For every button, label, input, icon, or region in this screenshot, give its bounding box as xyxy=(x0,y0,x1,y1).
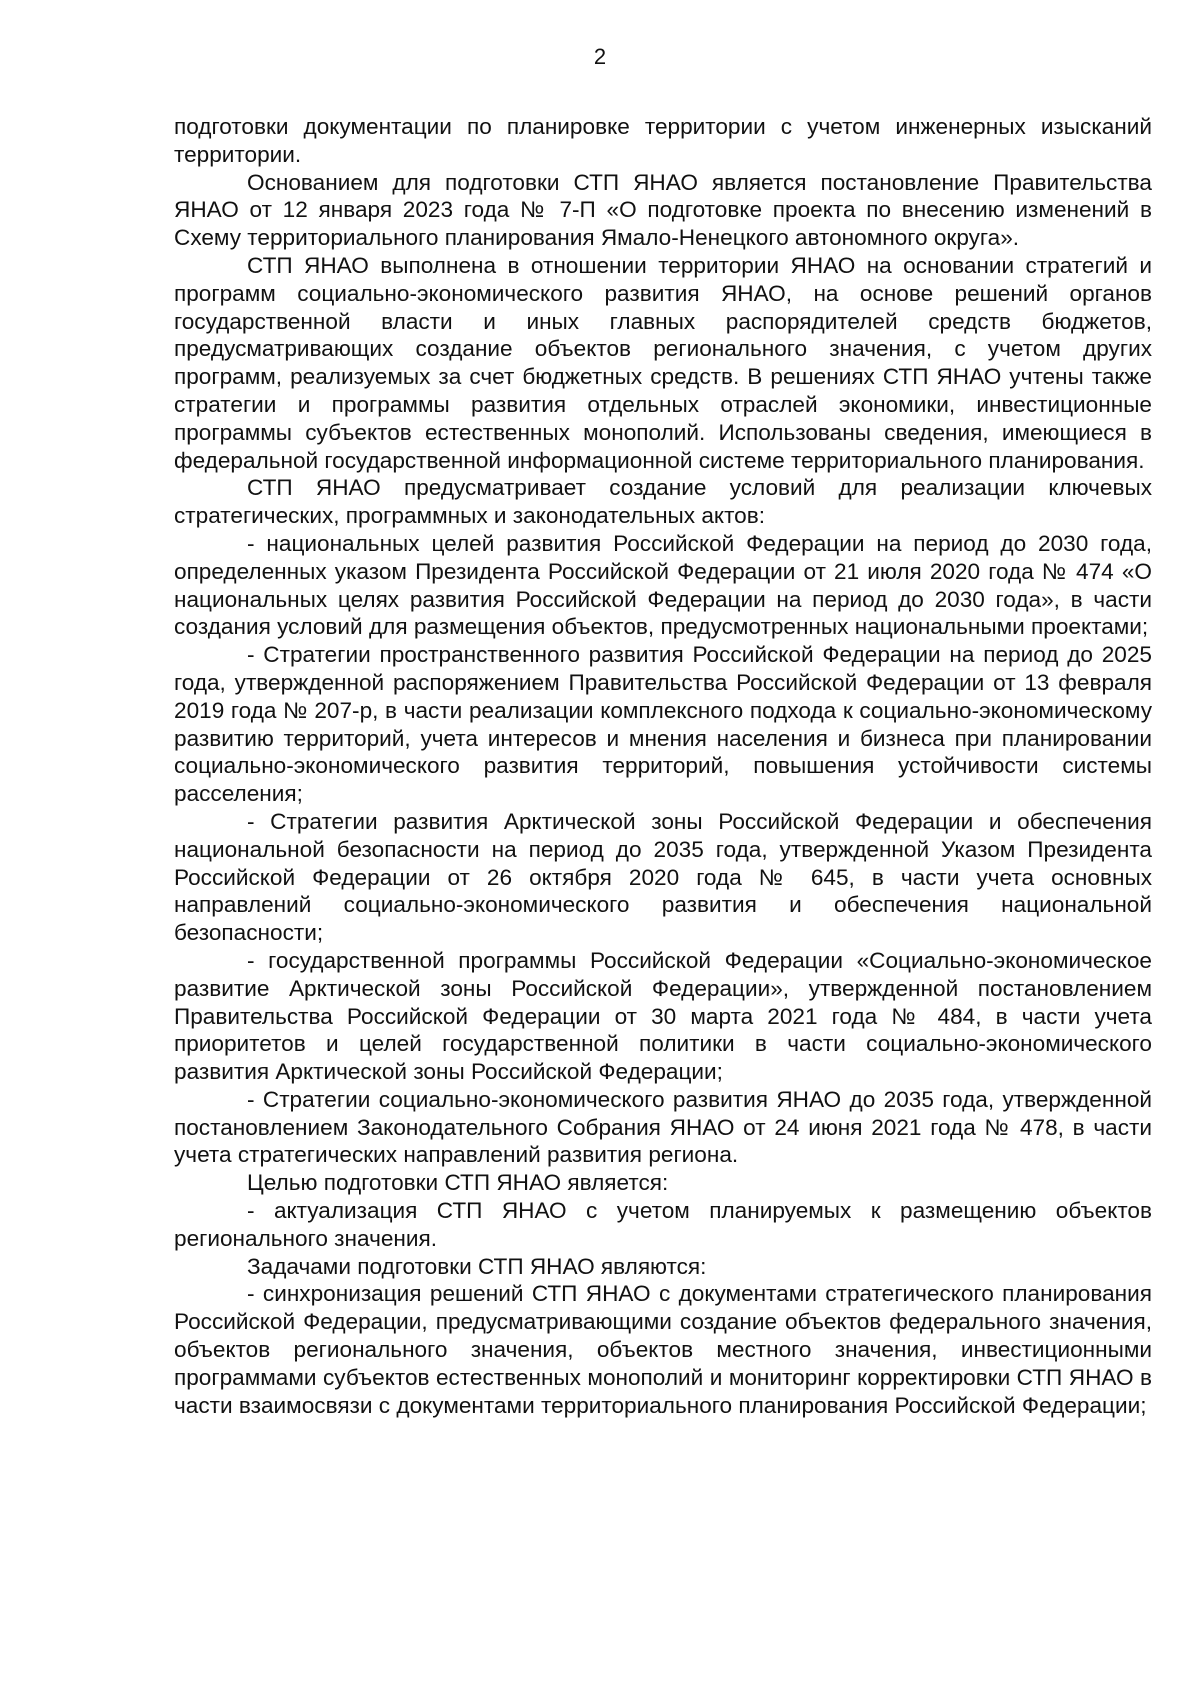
page-number: 2 xyxy=(593,44,607,69)
list-item-arctic-program: - государственной программы Российской Федерации «Социально-экономическое развитие Арктической зоны Российской Федерации», утвержденной постановлением Правительства Российской Федерации от 30 марта 2021 года № 484, в части учета приоритетов и целей государственной политики в части социально-экономического развития Арктической зоны Российской Федерации; xyxy=(174,947,1152,1085)
document-body xyxy=(174,113,1152,1419)
list-item-arctic-strategy: - Стратегии развития Арктической зоны Российской Федерации и обеспечения национальной безопасности на период до 2035 года, утвержденной Указом Президента Российской Федерации от 26 октября 2020 года № 645, в части учета основных направлений социально-экономического развития и обеспечения национальной безопасности; xyxy=(174,808,1152,946)
list-item-spatial-strategy: - Стратегии пространственного развития Российской Федерации на период до 2025 года, утвержденной распоряжением Правительства Российской Федерации от 13 февраля 2019 года № 207-р, в части реализации комплексного подхода к социально-экономическому развитию территорий, учета интересов и мнения населения и бизнеса при планировании социально-экономического развития территорий, повышения устойчивости системы расселения; xyxy=(174,642,1152,807)
paragraph-goal-heading: Целью подготовки СТП ЯНАО является: xyxy=(247,1170,669,1196)
paragraph-basis: Основанием для подготовки СТП ЯНАО является постановление Правительства ЯНАО от 12 января 2023 года № 7-П «О подготовке проекта по внесению изменений в Схему территориального планирования Ямало-Ненецкого автономного округа». xyxy=(174,169,1152,251)
list-item-national-goals: - национальных целей развития Российской Федерации на период до 2030 года, определенных указом Президента Российской Федерации от 21 июля 2020 года № 474 «О национальных целях развития Российской Федерации на период до 2030 года», в части создания условий для размещения объектов, предусмотренных национальными проектами; xyxy=(174,530,1152,640)
paragraph-tasks-heading: Задачами подготовки СТП ЯНАО являются: xyxy=(247,1253,707,1279)
list-item-task-sync: - синхронизация решений СТП ЯНАО с документами стратегического планирования Российской Федерации, предусматривающими создание объектов федерального значения, объектов регионального значения, объектов местного значения, инвестиционными программами субъектов естественных монополий и мониторинг корректировки СТП ЯНАО в части взаимосвязи с документами территориального планирования Российской Федерации; xyxy=(174,1281,1152,1418)
list-item-goal: - актуализация СТП ЯНАО с учетом планируемых к размещению объектов регионального значения. xyxy=(174,1198,1152,1251)
paragraph-provisions-intro: СТП ЯНАО предусматривает создание условий для реализации ключевых стратегических, программных и законодательных актов: xyxy=(174,475,1152,529)
paragraph-scope: СТП ЯНАО выполнена в отношении территории ЯНАО на основании стратегий и программ социально-экономического развития ЯНАО, на основе решений органов государственной власти и иных главных распорядителей средств бюджетов, предусматривающих создание объектов регионального значения, с учетом других программ, реализуемых за счет бюджетных средств. В решениях СТП ЯНАО учтены также стратегии и программы развития отдельных отраслей экономики, инвестиционные программы субъектов естественных монополий. Использованы сведения, имеющиеся в федеральной государственной информационной системе территориального планирования. xyxy=(174,252,1152,473)
list-item-yanao-strategy: - Стратегии социально-экономического развития ЯНАО до 2035 года, утвержденной постановлением Законодательного Собрания ЯНАО от 24 июня 2021 года № 478, в части учета стратегических направлений развития региона. xyxy=(174,1086,1152,1168)
paragraph-continuation: подготовки документации по планировке территории с учетом инженерных изысканий территории. xyxy=(174,114,1152,167)
